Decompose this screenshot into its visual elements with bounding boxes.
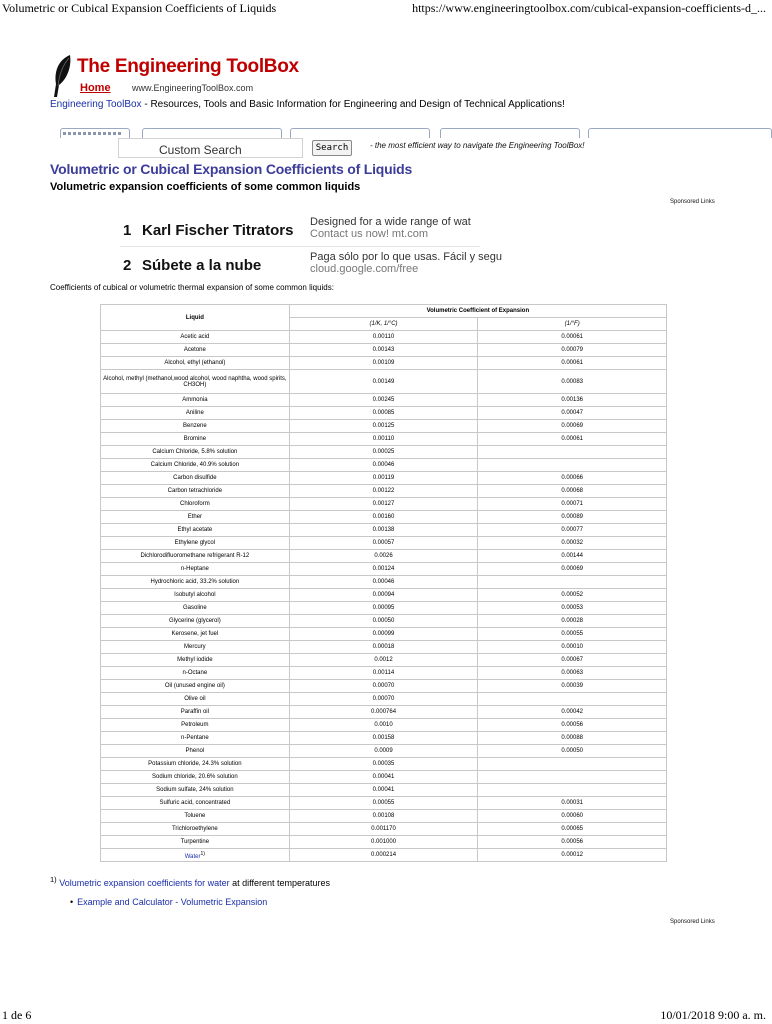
table-row xyxy=(101,331,667,344)
cell-liquid: Calcium Chloride, 5.8% solution xyxy=(101,446,290,459)
cell-coefficient-si: 0.00127 xyxy=(289,498,478,511)
cell-coefficient-imperial: 0.00053 xyxy=(478,602,667,615)
cell-coefficient-imperial xyxy=(478,446,667,459)
cell-liquid: Paraffin oil xyxy=(101,706,290,719)
table-row xyxy=(101,498,667,511)
ad-title[interactable]: Karl Fischer Titrators xyxy=(142,222,294,239)
ad-divider xyxy=(120,246,480,247)
cell-liquid: Carbon tetrachloride xyxy=(101,485,290,498)
table-row xyxy=(101,485,667,498)
footnote-marker: 1) xyxy=(50,875,57,884)
cell-coefficient-si: 0.00055 xyxy=(289,797,478,810)
table-row xyxy=(101,394,667,407)
table-row xyxy=(101,745,667,758)
cell-coefficient-imperial xyxy=(478,459,667,472)
table-row xyxy=(101,810,667,823)
cell-coefficient-si: 0.00143 xyxy=(289,344,478,357)
print-header xyxy=(0,0,768,16)
nav-tab[interactable] xyxy=(142,128,282,138)
cell-coefficient-imperial: 0.00068 xyxy=(478,485,667,498)
cell-coefficient-imperial: 0.00052 xyxy=(478,589,667,602)
print-date: 10/01/2018 9:00 a. m. xyxy=(660,1008,766,1022)
cell-liquid: Olive oil xyxy=(101,693,290,706)
ad-line: Paga sólo por lo que usas. Fácil y segu xyxy=(310,251,503,263)
table-row xyxy=(101,732,667,745)
nav-tab[interactable] xyxy=(440,128,580,138)
cell-liquid: Mercury xyxy=(101,641,290,654)
cell-coefficient-imperial: 0.00083 xyxy=(478,370,667,394)
search-button[interactable]: Search xyxy=(312,140,352,156)
cell-coefficient-imperial: 0.00031 xyxy=(478,797,667,810)
table-row xyxy=(101,344,667,357)
cell-liquid: Methyl iodide xyxy=(101,654,290,667)
cell-coefficient-imperial xyxy=(478,771,667,784)
cell-coefficient-imperial: 0.00061 xyxy=(478,433,667,446)
cell-coefficient-si: 0.00124 xyxy=(289,563,478,576)
table-row xyxy=(101,641,667,654)
related-link-item[interactable] xyxy=(70,897,267,907)
print-footer xyxy=(0,1006,768,1022)
site-tagline xyxy=(50,99,565,110)
table-row xyxy=(101,433,667,446)
table-row xyxy=(101,537,667,550)
cell-coefficient-si: 0.00050 xyxy=(289,615,478,628)
cell-liquid: Ethyl acetate xyxy=(101,524,290,537)
ad-line: cloud.google.com/free xyxy=(310,263,419,275)
cell-liquid: Oil (unused engine oil) xyxy=(101,680,290,693)
sponsored-label: Sponsored Links xyxy=(670,199,715,205)
nav-description: - the most efficient way to navigate the Engineering ToolBox! xyxy=(370,141,585,150)
ad-description xyxy=(310,216,471,240)
cell-coefficient-imperial: 0.00069 xyxy=(478,420,667,433)
table-intro: Coefficients of cubical or volumetric thermal expansion of some common liquids: xyxy=(50,283,334,292)
cell-coefficient-si: 0.00138 xyxy=(289,524,478,537)
page-title: Volumetric or Cubical Expansion Coefficients of Liquids xyxy=(50,161,413,177)
column-header-imperial: (1/°F) xyxy=(478,318,667,331)
cell-coefficient-imperial: 0.00069 xyxy=(478,563,667,576)
cell-liquid xyxy=(101,849,290,862)
cell-coefficient-si: 0.00110 xyxy=(289,331,478,344)
ad-number: 1 xyxy=(123,222,132,239)
table-row xyxy=(101,370,667,394)
expansion-coefficients-table xyxy=(100,304,667,862)
cell-coefficient-imperial: 0.00066 xyxy=(478,472,667,485)
table-row xyxy=(101,823,667,836)
cell-liquid: Dichlorodifluoromethane refrigerant R-12 xyxy=(101,550,290,563)
nav-tab[interactable] xyxy=(290,128,430,138)
cell-coefficient-si: 0.00070 xyxy=(289,680,478,693)
cell-coefficient-si: 0.000764 xyxy=(289,706,478,719)
cell-liquid: Phenol xyxy=(101,745,290,758)
cell-coefficient-si: 0.00158 xyxy=(289,732,478,745)
cell-coefficient-si: 0.00046 xyxy=(289,576,478,589)
cell-liquid: Gasoline xyxy=(101,602,290,615)
cell-coefficient-si: 0.00108 xyxy=(289,810,478,823)
cell-liquid: Trichloroethylene xyxy=(101,823,290,836)
cell-coefficient-si: 0.001170 xyxy=(289,823,478,836)
cell-coefficient-imperial xyxy=(478,576,667,589)
cell-liquid: Glycerine (glycerol) xyxy=(101,615,290,628)
cell-liquid: Bromine xyxy=(101,433,290,446)
table-row xyxy=(101,771,667,784)
table-row xyxy=(101,420,667,433)
related-link[interactable]: Example and Calculator - Volumetric Expansion xyxy=(77,897,268,907)
cell-coefficient-si: 0.00041 xyxy=(289,771,478,784)
cell-liquid: Kerosene, jet fuel xyxy=(101,628,290,641)
cell-liquid: Sodium sulfate, 24% solution xyxy=(101,784,290,797)
cell-liquid: Sodium chloride, 20.6% solution xyxy=(101,771,290,784)
sponsored-label: Sponsored Links xyxy=(670,919,715,925)
cell-liquid: Ether xyxy=(101,511,290,524)
water-link[interactable]: Water xyxy=(184,853,201,860)
bullet-icon: • xyxy=(70,897,74,907)
cell-coefficient-si: 0.00125 xyxy=(289,420,478,433)
cell-coefficient-si: 0.0026 xyxy=(289,550,478,563)
cell-coefficient-si: 0.0009 xyxy=(289,745,478,758)
cell-coefficient-imperial: 0.00056 xyxy=(478,836,667,849)
logo-text: The Engineering ToolBox xyxy=(77,56,299,77)
grip-decoration xyxy=(63,132,123,135)
cell-coefficient-si: 0.00057 xyxy=(289,537,478,550)
page-number: 1 de 6 xyxy=(2,1008,32,1022)
column-header-liquid: Liquid xyxy=(101,305,290,331)
cell-coefficient-si: 0.0010 xyxy=(289,719,478,732)
logo-url: www.EngineeringToolBox.com xyxy=(132,83,254,93)
cell-coefficient-si: 0.00110 xyxy=(289,433,478,446)
cell-coefficient-imperial: 0.00056 xyxy=(478,719,667,732)
cell-coefficient-si: 0.001000 xyxy=(289,836,478,849)
table-row xyxy=(101,602,667,615)
ad-title[interactable]: Súbete a la nube xyxy=(142,257,262,274)
cell-liquid: Hydrochloric acid, 33.2% solution xyxy=(101,576,290,589)
cell-coefficient-si: 0.00109 xyxy=(289,357,478,370)
cell-coefficient-imperial: 0.00042 xyxy=(478,706,667,719)
table-body xyxy=(101,331,667,862)
cell-liquid: Carbon disulfide xyxy=(101,472,290,485)
column-group-header: Volumetric Coefficient of Expansion xyxy=(289,305,666,318)
cell-coefficient-imperial: 0.00050 xyxy=(478,745,667,758)
table-row xyxy=(101,550,667,563)
cell-coefficient-si: 0.00046 xyxy=(289,459,478,472)
cell-liquid: n-Pentane xyxy=(101,732,290,745)
table-row xyxy=(101,472,667,485)
cell-coefficient-imperial: 0.00088 xyxy=(478,732,667,745)
table-row xyxy=(101,589,667,602)
cell-liquid: Chloroform xyxy=(101,498,290,511)
table-row xyxy=(101,836,667,849)
cell-coefficient-si: 0.00245 xyxy=(289,394,478,407)
ad-line: Contact us now! mt.com xyxy=(310,228,428,240)
cell-coefficient-si: 0.00018 xyxy=(289,641,478,654)
table-row xyxy=(101,576,667,589)
cell-liquid: Sulfuric acid, concentrated xyxy=(101,797,290,810)
page-subtitle: Volumetric expansion coefficients of some common liquids xyxy=(50,181,361,193)
ad-line: Designed for a wide range of wat xyxy=(310,216,471,228)
cell-coefficient-imperial: 0.00067 xyxy=(478,654,667,667)
table-row xyxy=(101,797,667,810)
cell-coefficient-imperial xyxy=(478,758,667,771)
cell-coefficient-si: 0.0012 xyxy=(289,654,478,667)
cell-coefficient-imperial: 0.00028 xyxy=(478,615,667,628)
cell-liquid: Calcium Chloride, 40.9% solution xyxy=(101,459,290,472)
cell-coefficient-si: 0.00085 xyxy=(289,407,478,420)
cell-coefficient-imperial: 0.00089 xyxy=(478,511,667,524)
footnote-marker: 1) xyxy=(200,850,205,857)
cell-coefficient-imperial: 0.00061 xyxy=(478,357,667,370)
table-row xyxy=(101,654,667,667)
feather-icon xyxy=(50,54,78,98)
table-row xyxy=(101,719,667,732)
water-coefficients-link[interactable]: Volumetric expansion coefficients for water xyxy=(59,878,230,888)
cell-coefficient-si: 0.00094 xyxy=(289,589,478,602)
cell-liquid: n-Octane xyxy=(101,667,290,680)
table-row xyxy=(101,615,667,628)
cell-coefficient-si: 0.00099 xyxy=(289,628,478,641)
cell-liquid: Toluene xyxy=(101,810,290,823)
cell-liquid: Ethylene glycol xyxy=(101,537,290,550)
cell-coefficient-si: 0.00035 xyxy=(289,758,478,771)
column-header-si: (1/K, 1/°C) xyxy=(289,318,478,331)
table-row xyxy=(101,680,667,693)
cell-coefficient-imperial: 0.00079 xyxy=(478,344,667,357)
cell-coefficient-si: 0.00095 xyxy=(289,602,478,615)
footnote xyxy=(50,875,330,888)
cell-liquid: Potassium chloride, 24.3% solution xyxy=(101,758,290,771)
table-row xyxy=(101,628,667,641)
table-row xyxy=(101,849,667,862)
cell-liquid: Isobutyl alcohol xyxy=(101,589,290,602)
print-header-url: https://www.engineeringtoolbox.com/cubical-expansion-coefficients-d_... xyxy=(412,1,766,15)
cell-liquid: Turpentine xyxy=(101,836,290,849)
cell-coefficient-si: 0.00160 xyxy=(289,511,478,524)
table-row xyxy=(101,563,667,576)
cell-coefficient-si: 0.00114 xyxy=(289,667,478,680)
table-row xyxy=(101,357,667,370)
cell-liquid: Petroleum xyxy=(101,719,290,732)
nav-tab[interactable] xyxy=(588,128,772,138)
ad-description xyxy=(310,251,502,275)
cell-coefficient-imperial: 0.00061 xyxy=(478,331,667,344)
cell-coefficient-si: 0.00025 xyxy=(289,446,478,459)
cell-coefficient-imperial: 0.00055 xyxy=(478,628,667,641)
footnote-text: at different temperatures xyxy=(229,878,330,888)
cell-coefficient-imperial: 0.00060 xyxy=(478,810,667,823)
cell-coefficient-imperial xyxy=(478,784,667,797)
cell-coefficient-imperial: 0.00032 xyxy=(478,537,667,550)
cell-coefficient-imperial: 0.00063 xyxy=(478,667,667,680)
table-row xyxy=(101,524,667,537)
cell-coefficient-si: 0.000214 xyxy=(289,849,478,862)
cell-coefficient-si: 0.00122 xyxy=(289,485,478,498)
nav-tab[interactable] xyxy=(60,128,130,138)
cell-coefficient-imperial: 0.00047 xyxy=(478,407,667,420)
cell-coefficient-si: 0.00070 xyxy=(289,693,478,706)
cell-coefficient-imperial: 0.00071 xyxy=(478,498,667,511)
table-row xyxy=(101,459,667,472)
cell-coefficient-imperial: 0.00136 xyxy=(478,394,667,407)
cell-coefficient-si: 0.00041 xyxy=(289,784,478,797)
cell-liquid: Alcohol, methyl (methanol,wood alcohol, wood naphtha, wood spirits, CH3OH) xyxy=(101,370,290,394)
table-row xyxy=(101,667,667,680)
table-row xyxy=(101,784,667,797)
cell-coefficient-imperial: 0.00077 xyxy=(478,524,667,537)
table-row xyxy=(101,511,667,524)
cell-liquid: Alcohol, ethyl (ethanol) xyxy=(101,357,290,370)
site-logo[interactable] xyxy=(50,54,299,98)
ad-item[interactable] xyxy=(120,216,480,246)
ad-number: 2 xyxy=(123,257,132,274)
cell-liquid: Aniline xyxy=(101,407,290,420)
cell-coefficient-imperial xyxy=(478,693,667,706)
cell-coefficient-imperial: 0.00065 xyxy=(478,823,667,836)
tagline-text: - Resources, Tools and Basic Information for Engineering and Design of Technical Applications! xyxy=(141,99,565,110)
cell-liquid: Ammonia xyxy=(101,394,290,407)
ad-item[interactable] xyxy=(120,251,503,281)
table-row xyxy=(101,706,667,719)
cell-coefficient-si: 0.00149 xyxy=(289,370,478,394)
table-row xyxy=(101,446,667,459)
tagline-link[interactable]: Engineering ToolBox xyxy=(50,99,142,110)
cell-liquid: Acetone xyxy=(101,344,290,357)
search-input[interactable]: Custom Search xyxy=(118,138,303,158)
table-row xyxy=(101,407,667,420)
cell-coefficient-imperial: 0.00039 xyxy=(478,680,667,693)
table-row xyxy=(101,693,667,706)
cell-coefficient-imperial: 0.00012 xyxy=(478,849,667,862)
cell-liquid: Acetic acid xyxy=(101,331,290,344)
cell-coefficient-imperial: 0.00144 xyxy=(478,550,667,563)
cell-coefficient-si: 0.00119 xyxy=(289,472,478,485)
cell-coefficient-imperial: 0.00010 xyxy=(478,641,667,654)
table-row xyxy=(101,758,667,771)
cell-liquid: n-Heptane xyxy=(101,563,290,576)
print-header-title: Volumetric or Cubical Expansion Coefficients of Liquids xyxy=(2,1,277,15)
cell-liquid: Benzene xyxy=(101,420,290,433)
home-link[interactable]: Home xyxy=(80,82,111,94)
